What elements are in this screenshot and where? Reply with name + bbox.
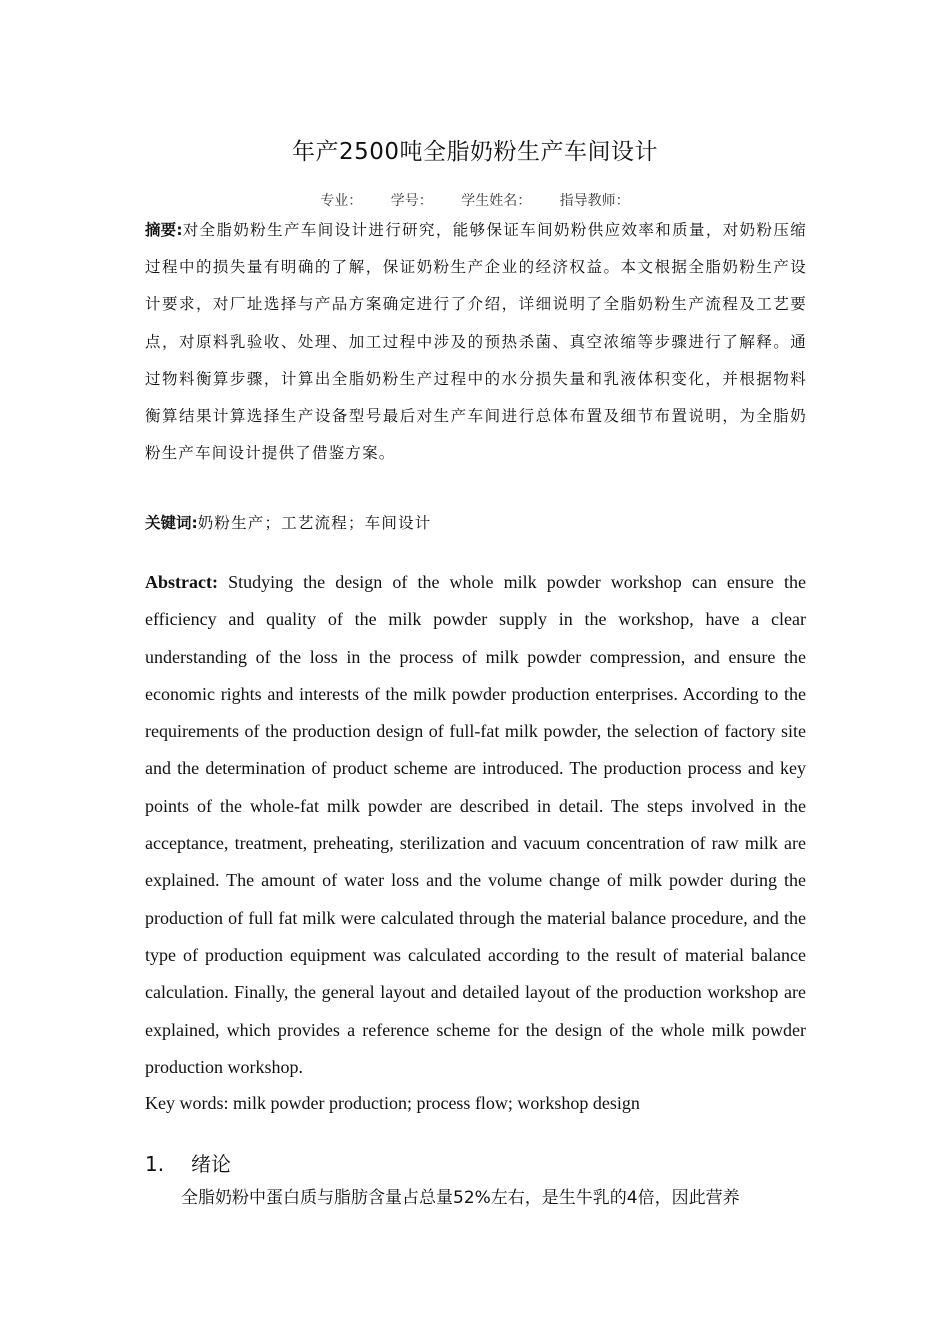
- advisor-field: 指导教师：: [559, 193, 630, 209]
- student-id-field: 学号：: [390, 193, 433, 209]
- paper-title: 年产2500吨全脂奶粉生产车间设计: [291, 139, 659, 165]
- section-title: 绪论: [191, 1152, 231, 1176]
- author-meta: [0, 190, 950, 210]
- abstract-chinese: [145, 212, 807, 472]
- abstract-chinese-text: 对全脂奶粉生产车间设计进行研究，能够保证车间奶粉供应效率和质量，对奶粉压缩过程中的损失量有明确的了解，保证奶粉生产企业的经济权益。本文根据全脂奶粉生产设计要求，对厂址选择与产品方案确定进行了介绍，详细说明了全脂奶粉生产流程及工艺要点，对原料乳验收、处理、加工过程中涉及的预热杀菌、真空浓缩等步骤进行了解释。通过物料衡算步骤，计算出全脂奶粉生产过程中的水分损失量和乳液体积变化，并根据物料衡算结果计算选择生产设备型号最后对生产车间进行总体布置及细节布置说明，为全脂奶粉生产车间设计提供了借鉴方案。: [145, 221, 808, 463]
- student-name-field: 学生姓名：: [461, 193, 532, 209]
- major-field: 专业：: [320, 193, 363, 209]
- section-heading: [145, 1148, 231, 1177]
- abstract-english-text: Studying the design of the whole milk powder workshop can ensure the efficiency and quality of the milk powder supply in the workshop, have a clear understanding of the loss in the process of milk powder compression, and ensure the economic rights and interests of the milk powder production enterprises. According to the requirements of the production design of full-fat milk powder, the selection of factory site and the determination of product scheme are introduced. The production process and key points of the whole-fat milk powder are described in detail. The steps involved in the acceptance, treatment, preheating, sterilization and vacuum concentration of raw milk are explained. The amount of water loss and the volume change of milk powder during the production of full fat milk were calculated through the material balance procedure, and the type of production equipment was calculated according to the result of material balance calculation. Finally, the general layout and detailed layout of the production workshop are explained, which provides a reference scheme for the design of the whole milk powder production workshop.: [145, 572, 806, 1077]
- keywords-chinese-label: 关键词:: [145, 514, 198, 532]
- keywords-chinese-text: 奶粉生产；工艺流程；车间设计: [197, 514, 432, 532]
- abstract-english: [145, 564, 806, 1086]
- keywords-english: Key words: milk powder production; process flow; workshop design: [145, 1093, 640, 1113]
- abstract-english-label: Abstract:: [145, 572, 218, 592]
- abstract-chinese-label: 摘要:: [145, 221, 183, 239]
- keywords-chinese: [145, 505, 807, 542]
- section-number: 1.: [145, 1152, 165, 1176]
- body-paragraph: 全脂奶粉中蛋白质与脂肪含量占总量52%左右，是生牛乳的4倍，因此营养: [181, 1188, 740, 1208]
